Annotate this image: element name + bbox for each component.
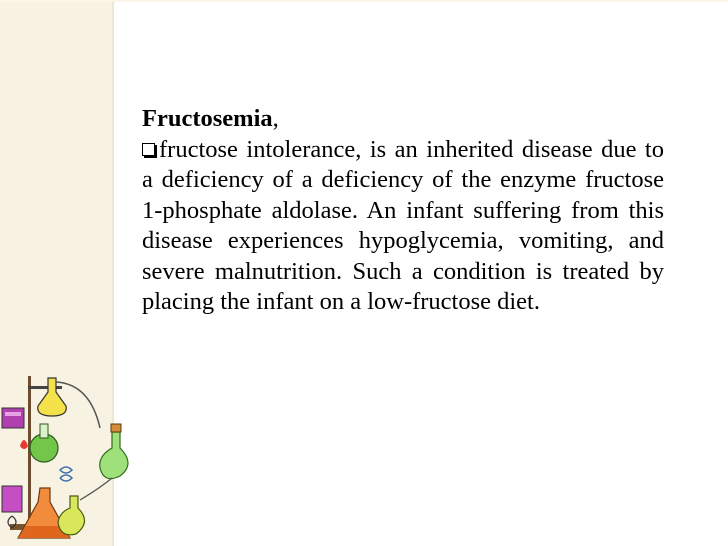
heading-line xyxy=(142,104,664,135)
chemistry-glassware-clipart xyxy=(0,368,140,546)
bullet-paragraph xyxy=(142,135,664,318)
heading-punctuation: , xyxy=(272,105,279,132)
top-rule xyxy=(0,0,728,2)
content-text xyxy=(142,104,664,318)
heading-title: Fructosemia xyxy=(142,105,273,132)
paragraph-text: fructose intolerance, is an inherited disease due to a deficiency of a deficiency of the enzyme fructose 1-phosphate aldolase. An infant suffering from this disease experiences hypoglycemia, vomiting, and severe malnutrition. Such a condition is treated by placing the infant on a low-fructose diet. xyxy=(142,135,664,315)
checkbox-bullet-icon xyxy=(142,143,155,156)
